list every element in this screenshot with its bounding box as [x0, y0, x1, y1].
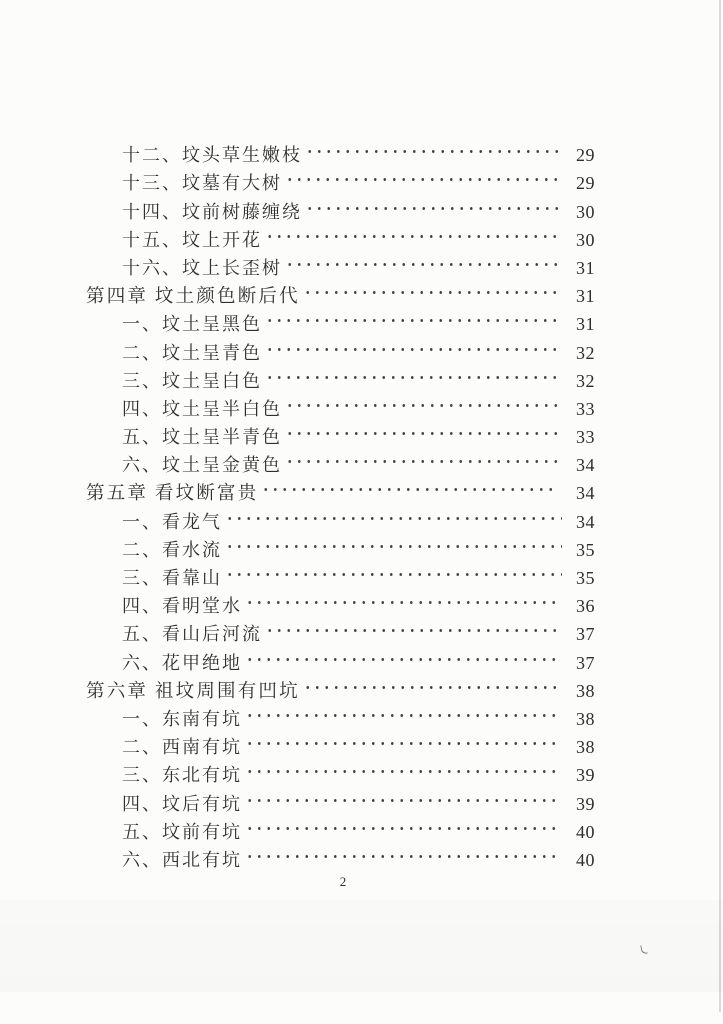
- toc-entry-page-number: 31: [576, 314, 595, 335]
- toc-entry-page-number: 32: [576, 370, 595, 391]
- scan-shading: [0, 900, 723, 992]
- dot-leader: [265, 612, 562, 640]
- toc-entry-label: 六、西北有坑: [122, 849, 242, 870]
- toc-entry-page-number: 38: [576, 708, 595, 729]
- toc-entry-page-number: 31: [576, 286, 595, 307]
- toc-entry-page-number: 40: [576, 821, 595, 842]
- toc-entry-page-number: 38: [576, 680, 595, 701]
- scan-ink-speck: [640, 945, 647, 955]
- toc-entry-page-number: 30: [576, 229, 595, 250]
- toc-entry-page-number: 33: [576, 427, 595, 448]
- toc-entry-label: 四、看明堂水: [122, 596, 242, 617]
- toc-entry-page-number: 34: [576, 511, 595, 532]
- toc-entry-label: 六、花甲绝地: [122, 652, 242, 673]
- folio-page-number: 2: [339, 874, 347, 889]
- toc-entry-page-number: 37: [576, 652, 595, 673]
- dot-leader: [285, 387, 562, 415]
- toc-entry-page-number: 36: [576, 596, 595, 617]
- toc-entry-label: 一、看龙气: [122, 511, 222, 532]
- toc-entry-page-number: 39: [576, 793, 595, 814]
- toc-entry-page-number: 30: [576, 201, 595, 222]
- dot-leader: [265, 330, 562, 358]
- toc-entry-page-number: 37: [576, 624, 595, 645]
- toc-entry-label: 二、西南有坑: [122, 737, 242, 758]
- toc-entry-page-number: 31: [576, 257, 595, 278]
- dot-leader: [285, 415, 562, 443]
- toc-entry-label: 五、坟前有坑: [122, 821, 242, 842]
- dot-leader: [245, 781, 562, 809]
- dot-leader: [303, 274, 558, 302]
- toc-entry-label: 第六章 祖坟周围有凹坑: [86, 681, 300, 702]
- dot-leader: [305, 133, 562, 161]
- toc-list: [86, 133, 595, 870]
- toc-entry-label: 十四、坟前树藤缠绕: [122, 201, 302, 222]
- toc-entry-label: 一、东南有坑: [122, 708, 242, 729]
- toc-entry-page-number: 38: [576, 737, 595, 758]
- toc-entry-page-number: 39: [576, 765, 595, 786]
- toc-entry-label: 五、看山后河流: [122, 624, 262, 645]
- scan-edge-line: [719, 0, 721, 1012]
- toc-entry-label: 第五章 看坟断富贵: [86, 484, 259, 505]
- toc-entry-page-number: 35: [576, 539, 595, 560]
- toc-entry-label: 十三、坟墓有大树: [122, 173, 282, 194]
- toc-entry-page-number: 35: [576, 568, 595, 588]
- toc-entry-label: 十六、坟上长歪树: [122, 257, 282, 278]
- dot-leader: [285, 246, 562, 274]
- dot-leader: [245, 697, 562, 725]
- toc-entry-label: 四、坟后有坑: [122, 793, 242, 814]
- dot-leader: [303, 669, 558, 697]
- dot-leader: [245, 640, 562, 668]
- toc-entry-label: 第四章 坟土颜色断后代: [86, 287, 300, 308]
- toc-entry: [86, 133, 595, 166]
- dot-leader: [245, 810, 562, 838]
- toc-entry-label: 三、东北有坑: [122, 765, 242, 786]
- toc-entry-label: 二、看水流: [122, 539, 222, 560]
- toc-entry-label: 二、坟土呈青色: [122, 342, 262, 363]
- dot-leader: [285, 161, 562, 189]
- dot-leader: [265, 218, 562, 246]
- toc-entry-label: 三、坟土呈白色: [122, 370, 262, 391]
- dot-leader: [285, 443, 562, 471]
- toc-entry-page-number: 29: [576, 145, 595, 166]
- dot-leader: [225, 499, 562, 527]
- toc-entry-page-number: 40: [576, 849, 595, 870]
- dot-leader: [245, 584, 562, 612]
- toc-entry-label: 六、坟土呈金黄色: [122, 455, 282, 476]
- dot-leader: [225, 556, 562, 584]
- toc-entry-page-number: 34: [576, 483, 595, 504]
- dot-leader: [225, 528, 562, 556]
- toc-entry-label: 十五、坟上开花: [122, 229, 262, 250]
- toc-entry-page-number: 32: [576, 342, 595, 363]
- dot-leader: [245, 838, 562, 866]
- toc-entry-page-number: 34: [576, 455, 595, 476]
- toc-entry-page-number: 33: [576, 398, 595, 419]
- dot-leader: [265, 302, 562, 330]
- dot-leader: [261, 471, 558, 499]
- toc-entry-page-number: 29: [576, 173, 595, 194]
- dot-leader: [265, 359, 562, 387]
- toc-entry-label: 一、坟土呈黑色: [122, 314, 262, 335]
- toc-entry-label: 三、看靠山: [122, 568, 222, 588]
- dot-leader: [245, 753, 562, 781]
- dot-leader: [245, 725, 562, 753]
- toc-entry-label: 四、坟土呈半白色: [122, 398, 282, 419]
- toc-entry-label: 十二、坟头草生嫩枝: [122, 145, 302, 166]
- toc-entry-label: 五、坟土呈半青色: [122, 427, 282, 448]
- dot-leader: [305, 189, 562, 217]
